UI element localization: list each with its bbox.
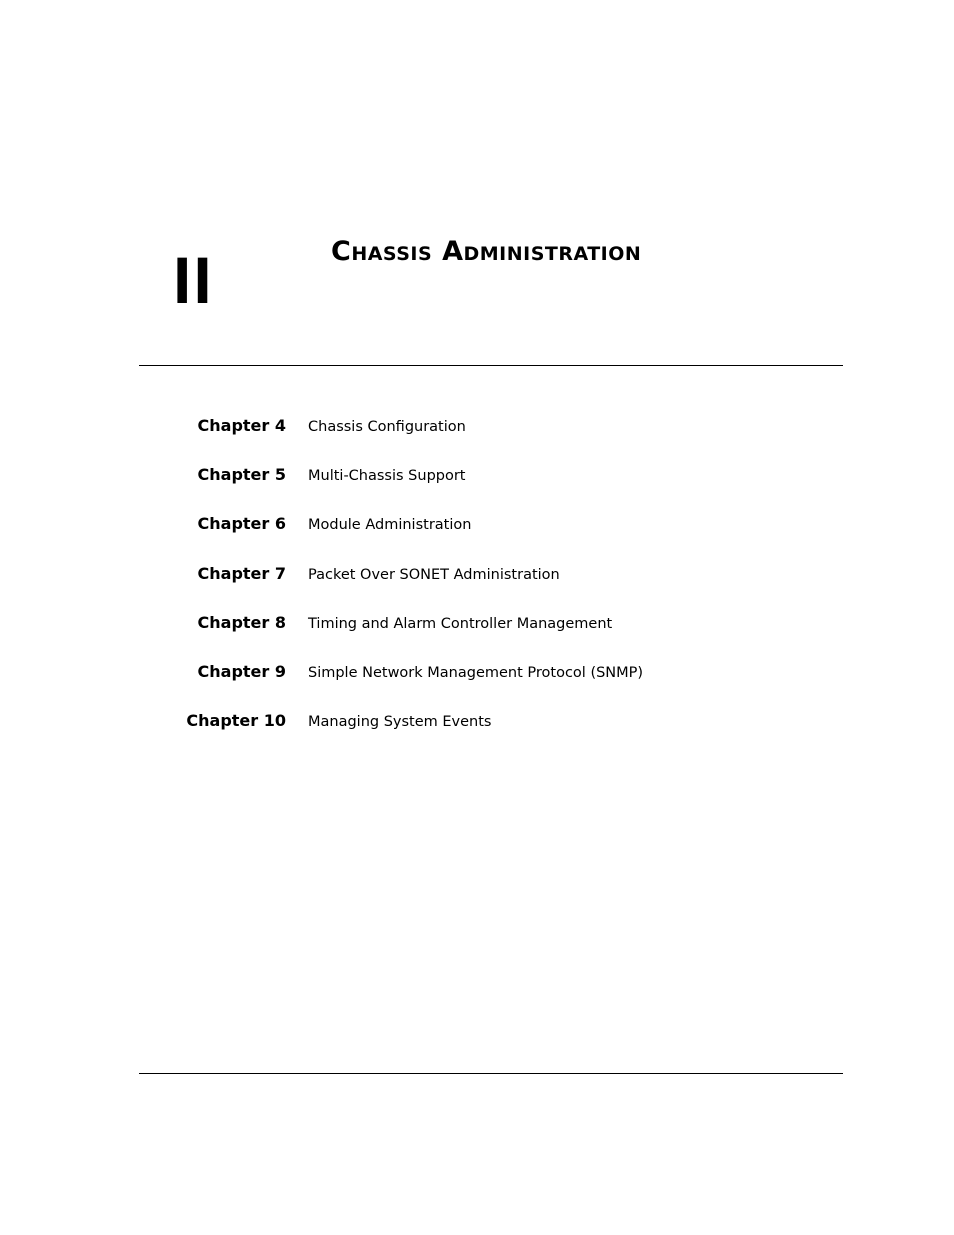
bottom-divider: [139, 1073, 843, 1074]
chapter-title: Timing and Alarm Controller Management: [308, 615, 613, 632]
chapter-row-8: [150, 611, 750, 660]
chapter-title: Packet Over SONET Administration: [308, 566, 560, 583]
chapter-label: Chapter 9: [197, 661, 286, 681]
chapter-label: Chapter 7: [197, 563, 286, 583]
chapter-label: Chapter 6: [197, 514, 286, 534]
part-number: II: [173, 243, 214, 317]
chapter-row-9: [150, 660, 750, 709]
chapter-row-7: [150, 562, 750, 611]
chapter-label: Chapter 4: [197, 416, 286, 435]
chapter-title: Simple Network Management Protocol (SNMP): [308, 664, 644, 681]
top-divider: [139, 365, 843, 366]
chapter-label: Chapter 5: [197, 465, 286, 485]
chapter-row-10: [150, 709, 750, 758]
chapter-title: Multi-Chassis Support: [308, 468, 466, 485]
chapter-title: Chassis Configuration: [308, 419, 466, 435]
chapter-row-6: [150, 512, 750, 561]
chapter-row-4: [150, 414, 750, 463]
chapter-title: Managing System Events: [308, 714, 492, 731]
chapter-list: [150, 414, 750, 758]
chapter-label: Chapter 10: [186, 711, 286, 731]
chapter-title: Module Administration: [308, 517, 472, 534]
chapter-label: Chapter 8: [197, 612, 286, 632]
part-title: Chassis Administration: [331, 236, 642, 267]
chapter-row-5: [150, 463, 750, 512]
